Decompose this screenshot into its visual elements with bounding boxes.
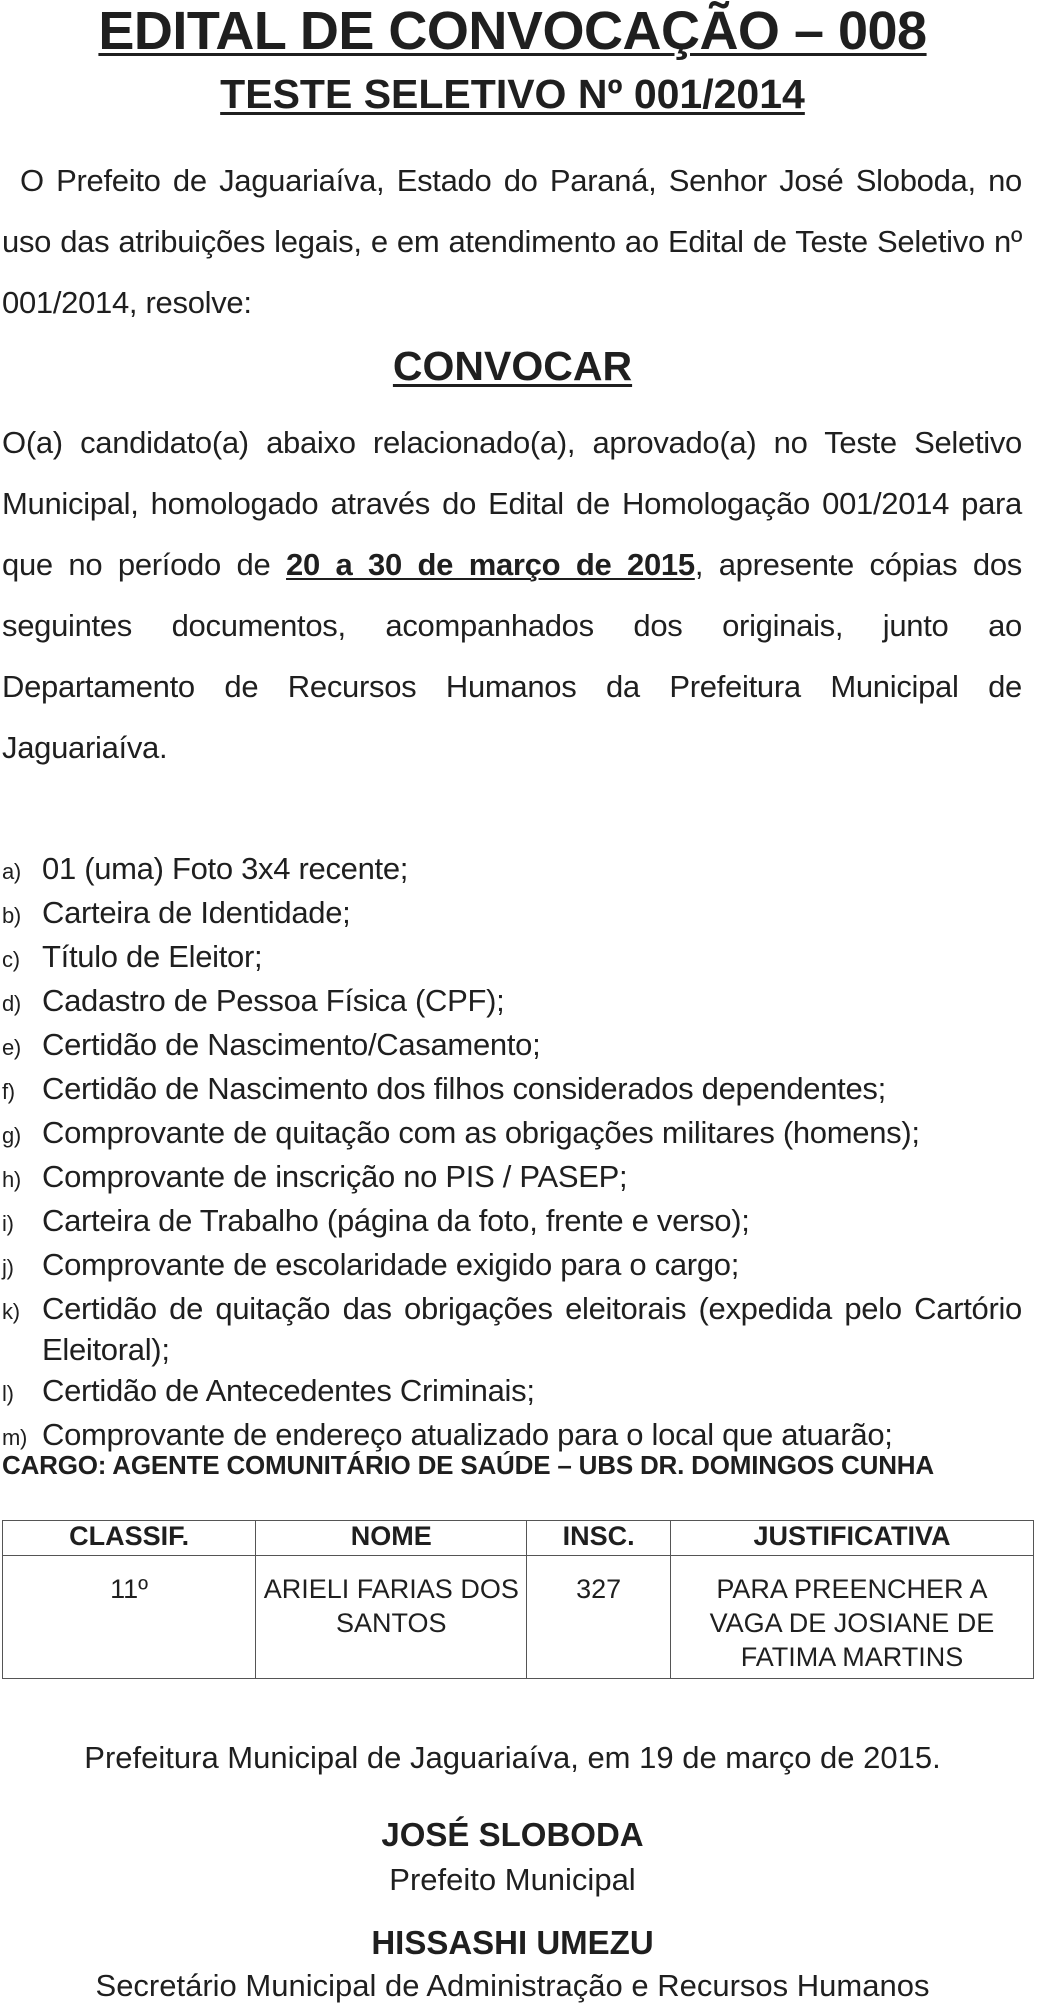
- documents-list: [2, 848, 1022, 1458]
- body-text-part1: O(a) candidato(a) abaixo relacionado(a), aprovado(a) no Teste Seletivo Municipal, homologado através do Edital de Homologação 001/2014 para que no período de: [2, 425, 1022, 582]
- item-text: Carteira de Identidade;: [42, 895, 351, 930]
- list-item: [2, 1156, 1022, 1200]
- document-title: EDITAL DE CONVOCAÇÃO – 008: [98, 1, 927, 61]
- item-letter: l): [2, 1381, 14, 1406]
- table-header-row: [3, 1521, 1034, 1556]
- item-letter: m): [2, 1425, 28, 1450]
- list-item: [2, 1200, 1022, 1244]
- item-letter: j): [2, 1255, 14, 1280]
- item-text: Certidão de Nascimento dos filhos considerados dependentes;: [42, 1071, 886, 1106]
- header-justificativa: JUSTIFICATIVA: [670, 1521, 1033, 1556]
- cell-justificativa: PARA PREENCHER A VAGA DE JOSIANE DE FATIMA MARTINS: [670, 1556, 1033, 1679]
- body-text-part2: , apresente cópias dos seguintes documentos, acompanhados dos originais, junto ao Departamento de Recursos Humanos da Prefeitura Municipal de Jaguariaíva.: [2, 547, 1022, 765]
- cell-nome: ARIELI FARIAS DOS SANTOS: [256, 1556, 527, 1679]
- table-row: [3, 1556, 1034, 1679]
- list-item: [2, 936, 1022, 980]
- convocar-heading: CONVOCAR: [392, 343, 633, 389]
- list-item: [2, 1288, 1022, 1370]
- list-item: [2, 1244, 1022, 1288]
- list-item: [2, 892, 1022, 936]
- candidates-table: [2, 1520, 1034, 1679]
- item-text: Título de Eleitor;: [42, 939, 263, 974]
- cell-classif: 11º: [3, 1556, 256, 1679]
- item-letter: d): [2, 991, 21, 1016]
- signatory-role-1: Prefeito Municipal: [389, 1862, 636, 1897]
- date-line: Prefeitura Municipal de Jaguariaíva, em 19 de março de 2015.: [84, 1740, 941, 1775]
- item-text: Comprovante de endereço atualizado para o local que atuarão;: [42, 1417, 893, 1452]
- header-nome: NOME: [256, 1521, 527, 1556]
- item-letter: g): [2, 1123, 21, 1148]
- cell-insc: 327: [527, 1556, 671, 1679]
- period-highlight: 20 a 30 de março de 2015: [286, 547, 695, 582]
- item-text: 01 (uma) Foto 3x4 recente;: [42, 851, 409, 886]
- body-paragraph: [2, 412, 1022, 778]
- cargo-heading: CARGO: AGENTE COMUNITÁRIO DE SAÚDE – UBS DR. DOMINGOS CUNHA: [2, 1450, 934, 1480]
- item-letter: a): [2, 859, 21, 884]
- signatory-name-2: HISSASHI UMEZU: [371, 1924, 654, 1961]
- item-text: Comprovante de quitação com as obrigações militares (homens);: [42, 1115, 920, 1150]
- list-item: [2, 980, 1022, 1024]
- list-item: [2, 1112, 1022, 1156]
- item-text: Comprovante de escolaridade exigido para o cargo;: [42, 1247, 740, 1282]
- item-letter: e): [2, 1035, 21, 1060]
- list-item: [2, 848, 1022, 892]
- document-subtitle: TESTE SELETIVO Nº 001/2014: [220, 71, 805, 117]
- list-item: [2, 1068, 1022, 1112]
- item-text: Certidão de Nascimento/Casamento;: [42, 1027, 541, 1062]
- item-letter: i): [2, 1211, 14, 1236]
- item-text: Certidão de Antecedentes Criminais;: [42, 1373, 535, 1408]
- item-letter: b): [2, 903, 21, 928]
- header-insc: INSC.: [527, 1521, 671, 1556]
- list-item: [2, 1370, 1022, 1414]
- item-text: Comprovante de inscrição no PIS / PASEP;: [42, 1159, 628, 1194]
- list-item: [2, 1024, 1022, 1068]
- item-text: Carteira de Trabalho (página da foto, frente e verso);: [42, 1203, 750, 1238]
- item-text: Cadastro de Pessoa Física (CPF);: [42, 983, 505, 1018]
- signatory-role-2: Secretário Municipal de Administração e Recursos Humanos: [95, 1968, 930, 2003]
- item-letter: k): [2, 1299, 20, 1324]
- item-letter: f): [2, 1079, 15, 1104]
- item-letter: c): [2, 947, 20, 972]
- item-text: Certidão de quitação das obrigações eleitorais (expedida pelo Cartório Eleitoral);: [42, 1291, 1022, 1367]
- intro-paragraph: O Prefeito de Jaguariaíva, Estado do Paraná, Senhor José Sloboda, no uso das atribuições legais, e em atendimento ao Edital de Teste Seletivo nº 001/2014, resolve:: [2, 163, 1022, 320]
- item-letter: h): [2, 1167, 21, 1192]
- signatory-name-1: JOSÉ SLOBODA: [381, 1816, 644, 1853]
- header-classif: CLASSIF.: [3, 1521, 256, 1556]
